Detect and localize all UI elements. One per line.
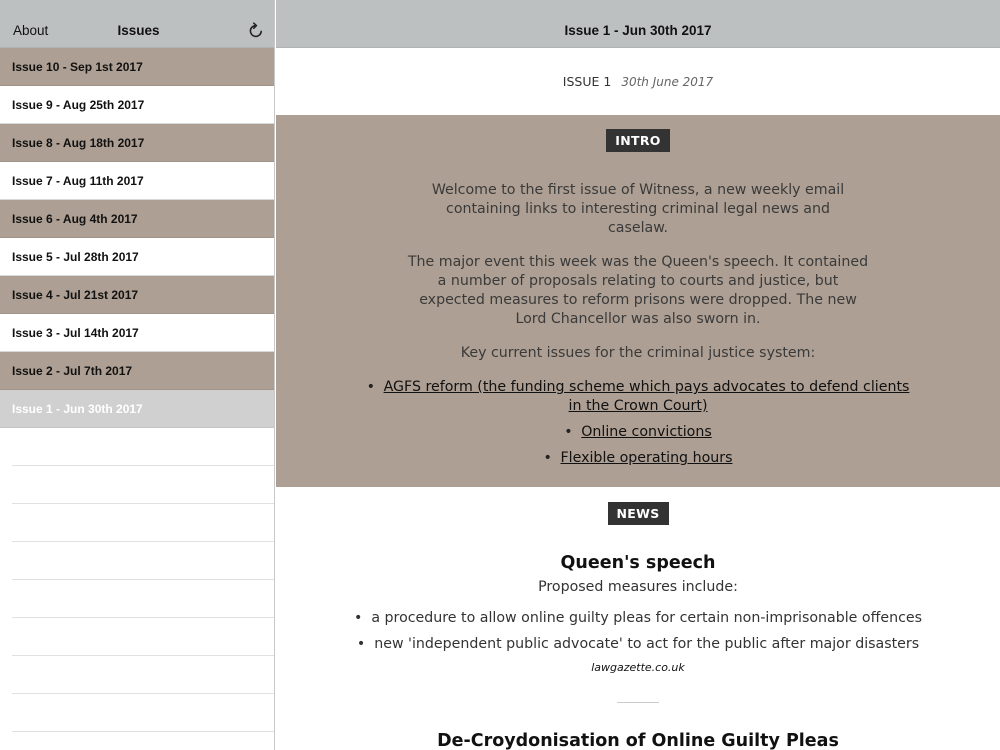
key-issues-list [276,378,1000,468]
issue-item[interactable]: Issue 2 - Jul 7th 2017 [0,352,274,390]
issue-item[interactable]: Issue 4 - Jul 21st 2017 [0,276,274,314]
news-source-link[interactable]: lawgazette.co.uk [591,661,685,674]
issues-sidebar [0,0,275,750]
bullet: • [366,379,375,395]
issue-date: 30th June 2017 [621,75,714,89]
issue-item[interactable]: Issue 5 - Jul 28th 2017 [0,238,274,276]
detail-header-title: Issue 1 - Jun 30th 2017 [276,0,1000,48]
intro-paragraph: Welcome to the first issue of Witness, a new weekly email containing links to interesting criminal legal news and caselaw. [431,182,845,236]
refresh-icon[interactable] [246,21,266,41]
empty-row [12,656,274,694]
empty-row [12,694,274,732]
empty-row [12,618,274,656]
issue-item[interactable]: Issue 9 - Aug 25th 2017 [0,86,274,124]
bullet: • [564,424,573,440]
issue-detail [276,0,1000,750]
sidebar-header [0,0,274,48]
news-subtitle: Proposed measures include: [538,579,738,595]
agfs-reform-link[interactable]: AGFS reform (the funding scheme which pays advocates to defend clients in the Crown Court) [383,379,910,414]
issue-label: ISSUE 1 [562,74,612,89]
issue-item[interactable]: Issue 10 - Sep 1st 2017 [0,48,274,86]
issue-item[interactable]: Issue 8 - Aug 18th 2017 [0,124,274,162]
empty-row [12,542,274,580]
issue-item[interactable]: Issue 7 - Aug 11th 2017 [0,162,274,200]
online-convictions-link[interactable]: Online convictions [581,424,712,440]
bullet: • [356,636,366,652]
news-headline: Queen's speech [560,553,716,573]
issue-item-selected[interactable]: Issue 1 - Jun 30th 2017 [0,390,274,428]
empty-list-rows [0,428,274,732]
issue-list [0,48,274,428]
list-item: • new 'independent public advocate' to act for the public after major disasters [356,636,920,652]
list-item [276,449,1000,468]
list-item [358,378,918,416]
empty-row [12,504,274,542]
divider [617,702,659,703]
bullet: • [543,450,552,466]
sidebar-title: Issues [117,23,160,38]
issue-number-line [276,48,1000,115]
issue-item[interactable]: Issue 6 - Aug 4th 2017 [0,200,274,238]
news-badge: NEWS [608,502,669,525]
bullet: • [353,610,363,626]
news-bullet-list [276,609,1000,654]
issue-item[interactable]: Issue 3 - Jul 14th 2017 [0,314,274,352]
news-headline: De-Croydonisation of Online Guilty Pleas [437,731,839,750]
empty-row [12,580,274,618]
news-section [276,487,1000,750]
intro-badge: INTRO [606,129,669,152]
list-item [276,423,1000,442]
about-button[interactable]: About [13,23,49,38]
flexible-hours-link[interactable]: Flexible operating hours [560,450,733,466]
intro-paragraph: Key current issues for the criminal justice system: [460,345,816,361]
empty-row [12,428,274,466]
list-item: • a procedure to allow online guilty pleas for certain non-imprisonable offences [353,610,923,626]
intro-paragraph: The major event this week was the Queen's speech. It contained a number of proposals relating to courts and justice, but expected measures to reform prisons were dropped. The new Lord Chancellor was also sworn in. [407,254,869,327]
empty-row [12,466,274,504]
intro-section [276,115,1000,487]
